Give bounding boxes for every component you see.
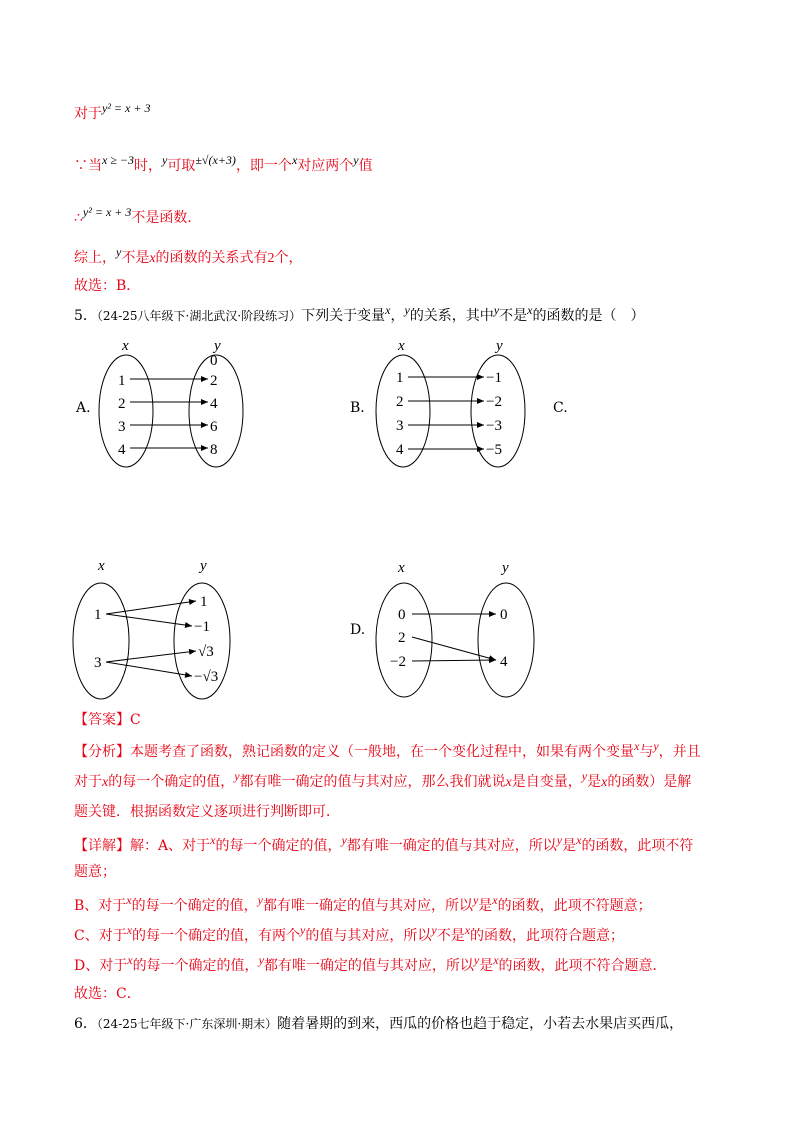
question-6-source: （24-25七年级下·广东深圳·期末） — [96, 1017, 278, 1031]
detail-l1-y2: y — [556, 833, 563, 847]
analysis-l2-c: 都有唯一确定的值与其对应，那么我们就说 — [239, 774, 506, 790]
option-a-label: A. — [76, 400, 91, 416]
prev-solution-line1 — [74, 101, 734, 124]
detail-c-x: x — [126, 923, 133, 937]
question-5-number: 5． — [74, 308, 97, 324]
detail-l1-e: 的函数，此项不符 — [581, 838, 694, 854]
prev-line2-mid: 时， — [134, 158, 163, 174]
detail-line2: 题意； — [74, 864, 116, 880]
detail-c-b: 的每一个确定的值，有两个 — [132, 928, 301, 944]
detail-b-a: B、对于 — [74, 898, 127, 914]
mapping-diagram-c — [66, 556, 246, 706]
question-6-number: 6． — [74, 1016, 97, 1032]
detail-c-y: y — [300, 923, 306, 937]
analysis-l2-x3: x — [601, 775, 608, 790]
mapping-diagram-a — [90, 334, 250, 474]
detail-d-e: 的函数，此项不符合题意． — [498, 958, 667, 974]
prev-line2-y2: y — [353, 153, 359, 167]
analysis-l2-e: 是 — [587, 774, 602, 790]
diagram-c-arrow-1-to-neg1 — [106, 614, 192, 626]
diagram-c-x-label: x — [98, 558, 105, 574]
mapping-diagram-b — [368, 334, 538, 474]
diagram-c-y-label: y — [200, 558, 207, 574]
diagram-b-range-neg2: −2 — [486, 394, 502, 410]
summary-prefix: 综上， — [74, 250, 116, 266]
prev-line1-equation: y² = x + 3 — [102, 101, 151, 115]
analysis-l2-x: x — [102, 775, 109, 790]
analysis-line2 — [74, 769, 734, 793]
q5-stem-comma: ， — [390, 308, 405, 324]
prev-solution-summary — [74, 245, 734, 269]
diagram-b-domain-1: 1 — [396, 370, 404, 386]
diagram-a-domain-ellipse — [99, 355, 153, 467]
diagram-a-range-2: 2 — [210, 373, 218, 389]
diagram-b-x-label: x — [398, 338, 405, 354]
question-5-source: （24-25八年级下·湖北武汉·阶段练习） — [96, 309, 302, 323]
detail-l1-x2: x — [576, 833, 582, 847]
prev-solution-line2 — [74, 153, 734, 176]
prev-solution-line3 — [74, 205, 734, 228]
question-5-stem — [74, 303, 734, 326]
diagram-d-domain-neg2: −2 — [390, 654, 406, 670]
diagram-d-range-0: 0 — [500, 607, 508, 623]
diagram-c-domain-1: 1 — [94, 607, 102, 623]
detail-d-a: D、对于 — [74, 958, 128, 974]
detail-l1-x: x — [210, 833, 216, 847]
detail-b-e: 的函数，此项不符题意； — [497, 898, 652, 914]
detail-l1-c: 都有唯一确定的值与其对应，所以 — [346, 838, 557, 854]
diagram-d-arrow-2-to-4 — [412, 637, 496, 660]
question-6-text: 随着暑期的到来，西瓜的价格也趋于稳定，小若去水果店买西瓜， — [277, 1016, 684, 1032]
diagram-b-range-neg5: −5 — [486, 442, 502, 458]
analysis-l1-text: 本题考查了函数，熟记函数的定义（一般地，在一个变化过程中，如果有两个变量 — [130, 744, 634, 760]
prev-line3-equation: y² = x + 3 — [82, 205, 132, 219]
detail-b-x: x — [126, 893, 132, 907]
diagram-c-arrow-1-to-1 — [106, 601, 196, 614]
summary-x: x — [149, 251, 156, 266]
detail-c-a: C、对于 — [74, 928, 127, 944]
prev-line1-prefix: 对于 — [74, 106, 102, 122]
detail-b-c: 都有唯一确定的值与其对应，所以 — [262, 898, 473, 914]
q5-stem-d: 的函数的是（ ） — [532, 308, 645, 324]
diagram-d-x-label: x — [398, 560, 405, 576]
detail-l1-y: y — [341, 833, 347, 847]
analysis-l2-f: 的函数）是解 — [607, 774, 692, 790]
prev-line2-can: 可取 — [167, 158, 196, 174]
diagram-a-domain-3: 3 — [118, 419, 126, 435]
diagram-a-range-4: 4 — [210, 396, 218, 412]
detail-c-e: 的函数，此项符合题意； — [470, 928, 625, 944]
prev-solution-choice: 故选：B． — [74, 278, 141, 294]
detail-b-y2: y — [472, 893, 479, 907]
detail-d-b: 的每一个确定的值， — [132, 958, 259, 974]
detail-option-b — [74, 893, 734, 916]
detail-l1-d: 是 — [562, 838, 577, 854]
prev-line2-tail3: 值 — [358, 158, 373, 174]
diagram-b-range-neg3: −3 — [486, 418, 502, 434]
answer-value: C — [130, 712, 141, 728]
analysis-tag: 【分析】 — [74, 744, 130, 760]
prev-line2-value: ±√(x+3) — [195, 153, 236, 167]
q5-stem-x: x — [385, 303, 391, 317]
answer-line — [74, 710, 734, 730]
analysis-line3: 题关键．根据函数定义逐项进行判断即可． — [74, 804, 340, 820]
detail-l1-a: 解：A、对于 — [130, 838, 211, 854]
q5-stem-b: 的关系，其中 — [409, 308, 494, 324]
diagram-d-y-label: y — [502, 560, 509, 576]
diagram-d-range-4: 4 — [500, 654, 508, 670]
mapping-diagram-d — [368, 556, 538, 706]
q5-stem-y2: y — [493, 303, 500, 317]
diagram-a-range-6: 6 — [210, 419, 218, 435]
analysis-l2-d: 是自变量， — [511, 774, 582, 790]
detail-d-d: 是 — [479, 958, 494, 974]
analysis-l2-y2: y — [581, 769, 588, 783]
analysis-l2-y: y — [234, 769, 240, 783]
diagram-c-arrow-3-to-neg-sqrt3 — [106, 662, 192, 676]
prev-line3-therefore: ∴ — [74, 210, 83, 226]
diagram-c-range-sqrt3: √3 — [198, 644, 214, 660]
answer-tag: 【答案】 — [74, 712, 130, 728]
q5-stem-a: 下列关于变量 — [301, 308, 386, 324]
detail-d-x: x — [127, 953, 133, 967]
detail-d-y: y — [258, 953, 264, 967]
diagram-b-domain-4: 4 — [396, 442, 404, 458]
q5-stem-x2: x — [527, 303, 533, 317]
analysis-l2-b: 的每一个确定的值， — [108, 774, 235, 790]
summary-mid: 不是 — [121, 250, 150, 266]
prev-line2-because: ∵当 — [74, 158, 102, 174]
analysis-l1-y: y — [653, 739, 659, 753]
diagram-a-range-8: 8 — [210, 442, 218, 458]
diagram-a-domain-4: 4 — [118, 442, 126, 458]
diagram-c-range-neg-sqrt3: −√3 — [194, 669, 219, 685]
analysis-l1-and: 与 — [639, 744, 654, 760]
diagram-a-x-label: x — [122, 338, 129, 354]
detail-b-x2: x — [492, 893, 498, 907]
prev-line3-tail: 不是函数． — [131, 210, 202, 226]
diagram-b-range-neg1: −1 — [486, 370, 502, 386]
diagram-b-y-label: y — [496, 338, 503, 354]
analysis-l2-x2: x — [505, 775, 512, 790]
summary-number: 2 — [267, 251, 275, 266]
detail-option-d — [74, 953, 734, 976]
q5-stem-c: 不是 — [499, 308, 528, 324]
detail-b-b: 的每一个确定的值， — [131, 898, 258, 914]
diagram-d-domain-0: 0 — [398, 607, 406, 623]
diagram-c-range-1: 1 — [200, 594, 208, 610]
detail-d-c: 都有唯一确定的值与其对应，所以 — [263, 958, 474, 974]
diagram-a-y-label: y — [214, 338, 221, 354]
diagram-c-arrow-3-to-sqrt3 — [106, 651, 196, 662]
option-d-label: D. — [350, 622, 366, 638]
diagram-d-range-ellipse — [478, 583, 534, 697]
detail-option-c — [74, 923, 734, 946]
detail-d-x2: x — [493, 953, 499, 967]
diagram-b-domain-3: 3 — [396, 418, 404, 434]
detail-b-d: 是 — [478, 898, 493, 914]
detail-d-y2: y — [473, 953, 480, 967]
summary-end: 个， — [274, 250, 303, 266]
diagram-d-arrow-neg2-to-4 — [412, 660, 496, 661]
summary-tail: 的函数的关系式有 — [155, 250, 268, 266]
diagram-a-range-0: 0 — [210, 353, 218, 369]
diagram-c-range-neg1: −1 — [194, 619, 210, 635]
detail-c-x2: x — [464, 923, 471, 937]
analysis-l2-a: 对于 — [74, 774, 102, 790]
prev-line2-x: x — [291, 153, 298, 167]
detail-c-d: 不是 — [436, 928, 465, 944]
q5-stem-y: y — [404, 303, 410, 317]
question-6-stem — [74, 1014, 734, 1034]
detail-c-y2: y — [431, 923, 437, 937]
option-b-label: B. — [350, 400, 365, 416]
analysis-l1-x: x — [634, 739, 640, 753]
detail-b-y: y — [257, 893, 263, 907]
diagram-c-domain-ellipse — [73, 583, 129, 699]
diagram-a-domain-2: 2 — [118, 396, 126, 412]
analysis-line1 — [74, 739, 734, 762]
detail-c-c: 的值与其对应，所以 — [305, 928, 432, 944]
prev-line2-tail1: ，即一个 — [235, 158, 292, 174]
answer-choice: 故选：C． — [74, 986, 141, 1002]
detail-line1 — [74, 833, 734, 856]
diagram-b-domain-2: 2 — [396, 394, 404, 410]
diagram-a-domain-1: 1 — [118, 373, 126, 389]
detail-tag: 【详解】 — [74, 838, 130, 854]
diagram-d-domain-2: 2 — [398, 630, 406, 646]
prev-line2-condition: x ≥ −3 — [102, 153, 135, 167]
prev-line2-tail2: 对应两个 — [297, 158, 354, 174]
analysis-l1-end: ，并且 — [658, 744, 701, 760]
diagram-c-domain-3: 3 — [94, 655, 102, 671]
detail-l1-b: 的每一个确定的值， — [215, 838, 342, 854]
option-c-label: C. — [553, 400, 568, 416]
prev-line2-y: y — [162, 153, 168, 167]
summary-y: y — [116, 245, 122, 259]
